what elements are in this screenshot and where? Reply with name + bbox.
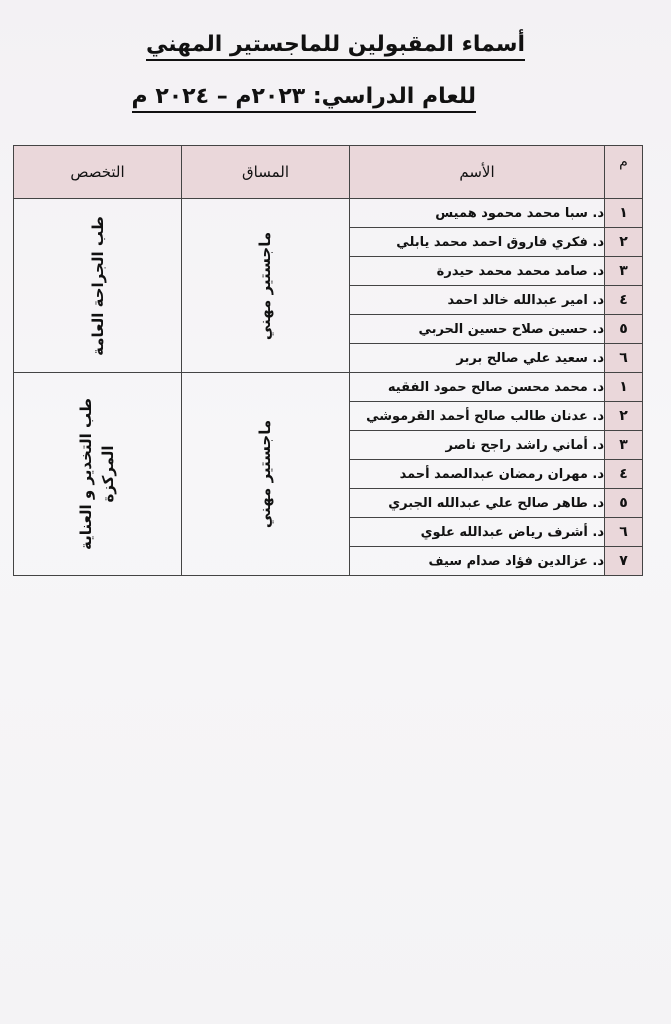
row-name: د. طاهر صالح علي عبدالله الجبري <box>350 489 605 518</box>
row-number: ١ <box>605 373 643 402</box>
page-title: أسماء المقبولين للماجستير المهني <box>0 32 671 57</box>
row-number: ٤ <box>605 286 643 315</box>
row-number: ٤ <box>605 460 643 489</box>
row-name: د. امير عبدالله خالد احمد <box>350 286 605 315</box>
row-name: د. سبا محمد محمود هميس <box>350 199 605 228</box>
row-name: د. حسين صلاح حسين الحربي <box>350 315 605 344</box>
track-cell <box>182 199 350 373</box>
specialization-label: طب الجراحة العامة <box>88 215 107 356</box>
track-cell <box>182 373 350 576</box>
row-number: ٥ <box>605 315 643 344</box>
row-number: ٣ <box>605 431 643 460</box>
accepted-students-table <box>13 145 643 576</box>
row-number: ١ <box>605 199 643 228</box>
track-label: ماجستير مهني <box>256 419 275 529</box>
header-track: المساق <box>182 146 350 199</box>
specialization-line-2: المركزة <box>99 445 118 503</box>
row-number: ٥ <box>605 489 643 518</box>
specialization-line-1: طب التخدير و العناية <box>77 397 96 551</box>
page-subtitle: للعام الدراسي: ٢٠٢٣م – ٢٠٢٤ م <box>132 84 476 109</box>
table-row <box>14 199 643 228</box>
row-name: د. محمد محسن صالح حمود الفقيه <box>350 373 605 402</box>
row-name: د. أشرف رياض عبدالله علوي <box>350 518 605 547</box>
header-specialization: التخصص <box>14 146 182 199</box>
row-name: د. فكري فاروق احمد محمد يابلي <box>350 228 605 257</box>
row-number: ٦ <box>605 344 643 373</box>
row-number: ٢ <box>605 228 643 257</box>
row-name: د. أماني راشد راجح ناصر <box>350 431 605 460</box>
specialization-cell <box>14 373 182 576</box>
header-name: الأسم <box>350 146 605 199</box>
row-name: د. عدنان طالب صالح أحمد القرموشي <box>350 402 605 431</box>
row-name: د. عزالدين فؤاد صدام سيف <box>350 547 605 576</box>
table-row <box>14 373 643 402</box>
row-number: ٢ <box>605 402 643 431</box>
row-number: ٣ <box>605 257 643 286</box>
row-name: د. مهران رمضان عبدالصمد أحمد <box>350 460 605 489</box>
header-number: م <box>605 146 643 199</box>
specialization-cell <box>14 199 182 373</box>
track-label: ماجستير مهني <box>256 231 275 340</box>
table-header-row <box>14 146 643 199</box>
row-number: ٦ <box>605 518 643 547</box>
row-name: د. سعيد علي صالح بربر <box>350 344 605 373</box>
row-number: ٧ <box>605 547 643 576</box>
row-name: د. صامد محمد محمد حيدرة <box>350 257 605 286</box>
specialization-label <box>76 398 120 550</box>
